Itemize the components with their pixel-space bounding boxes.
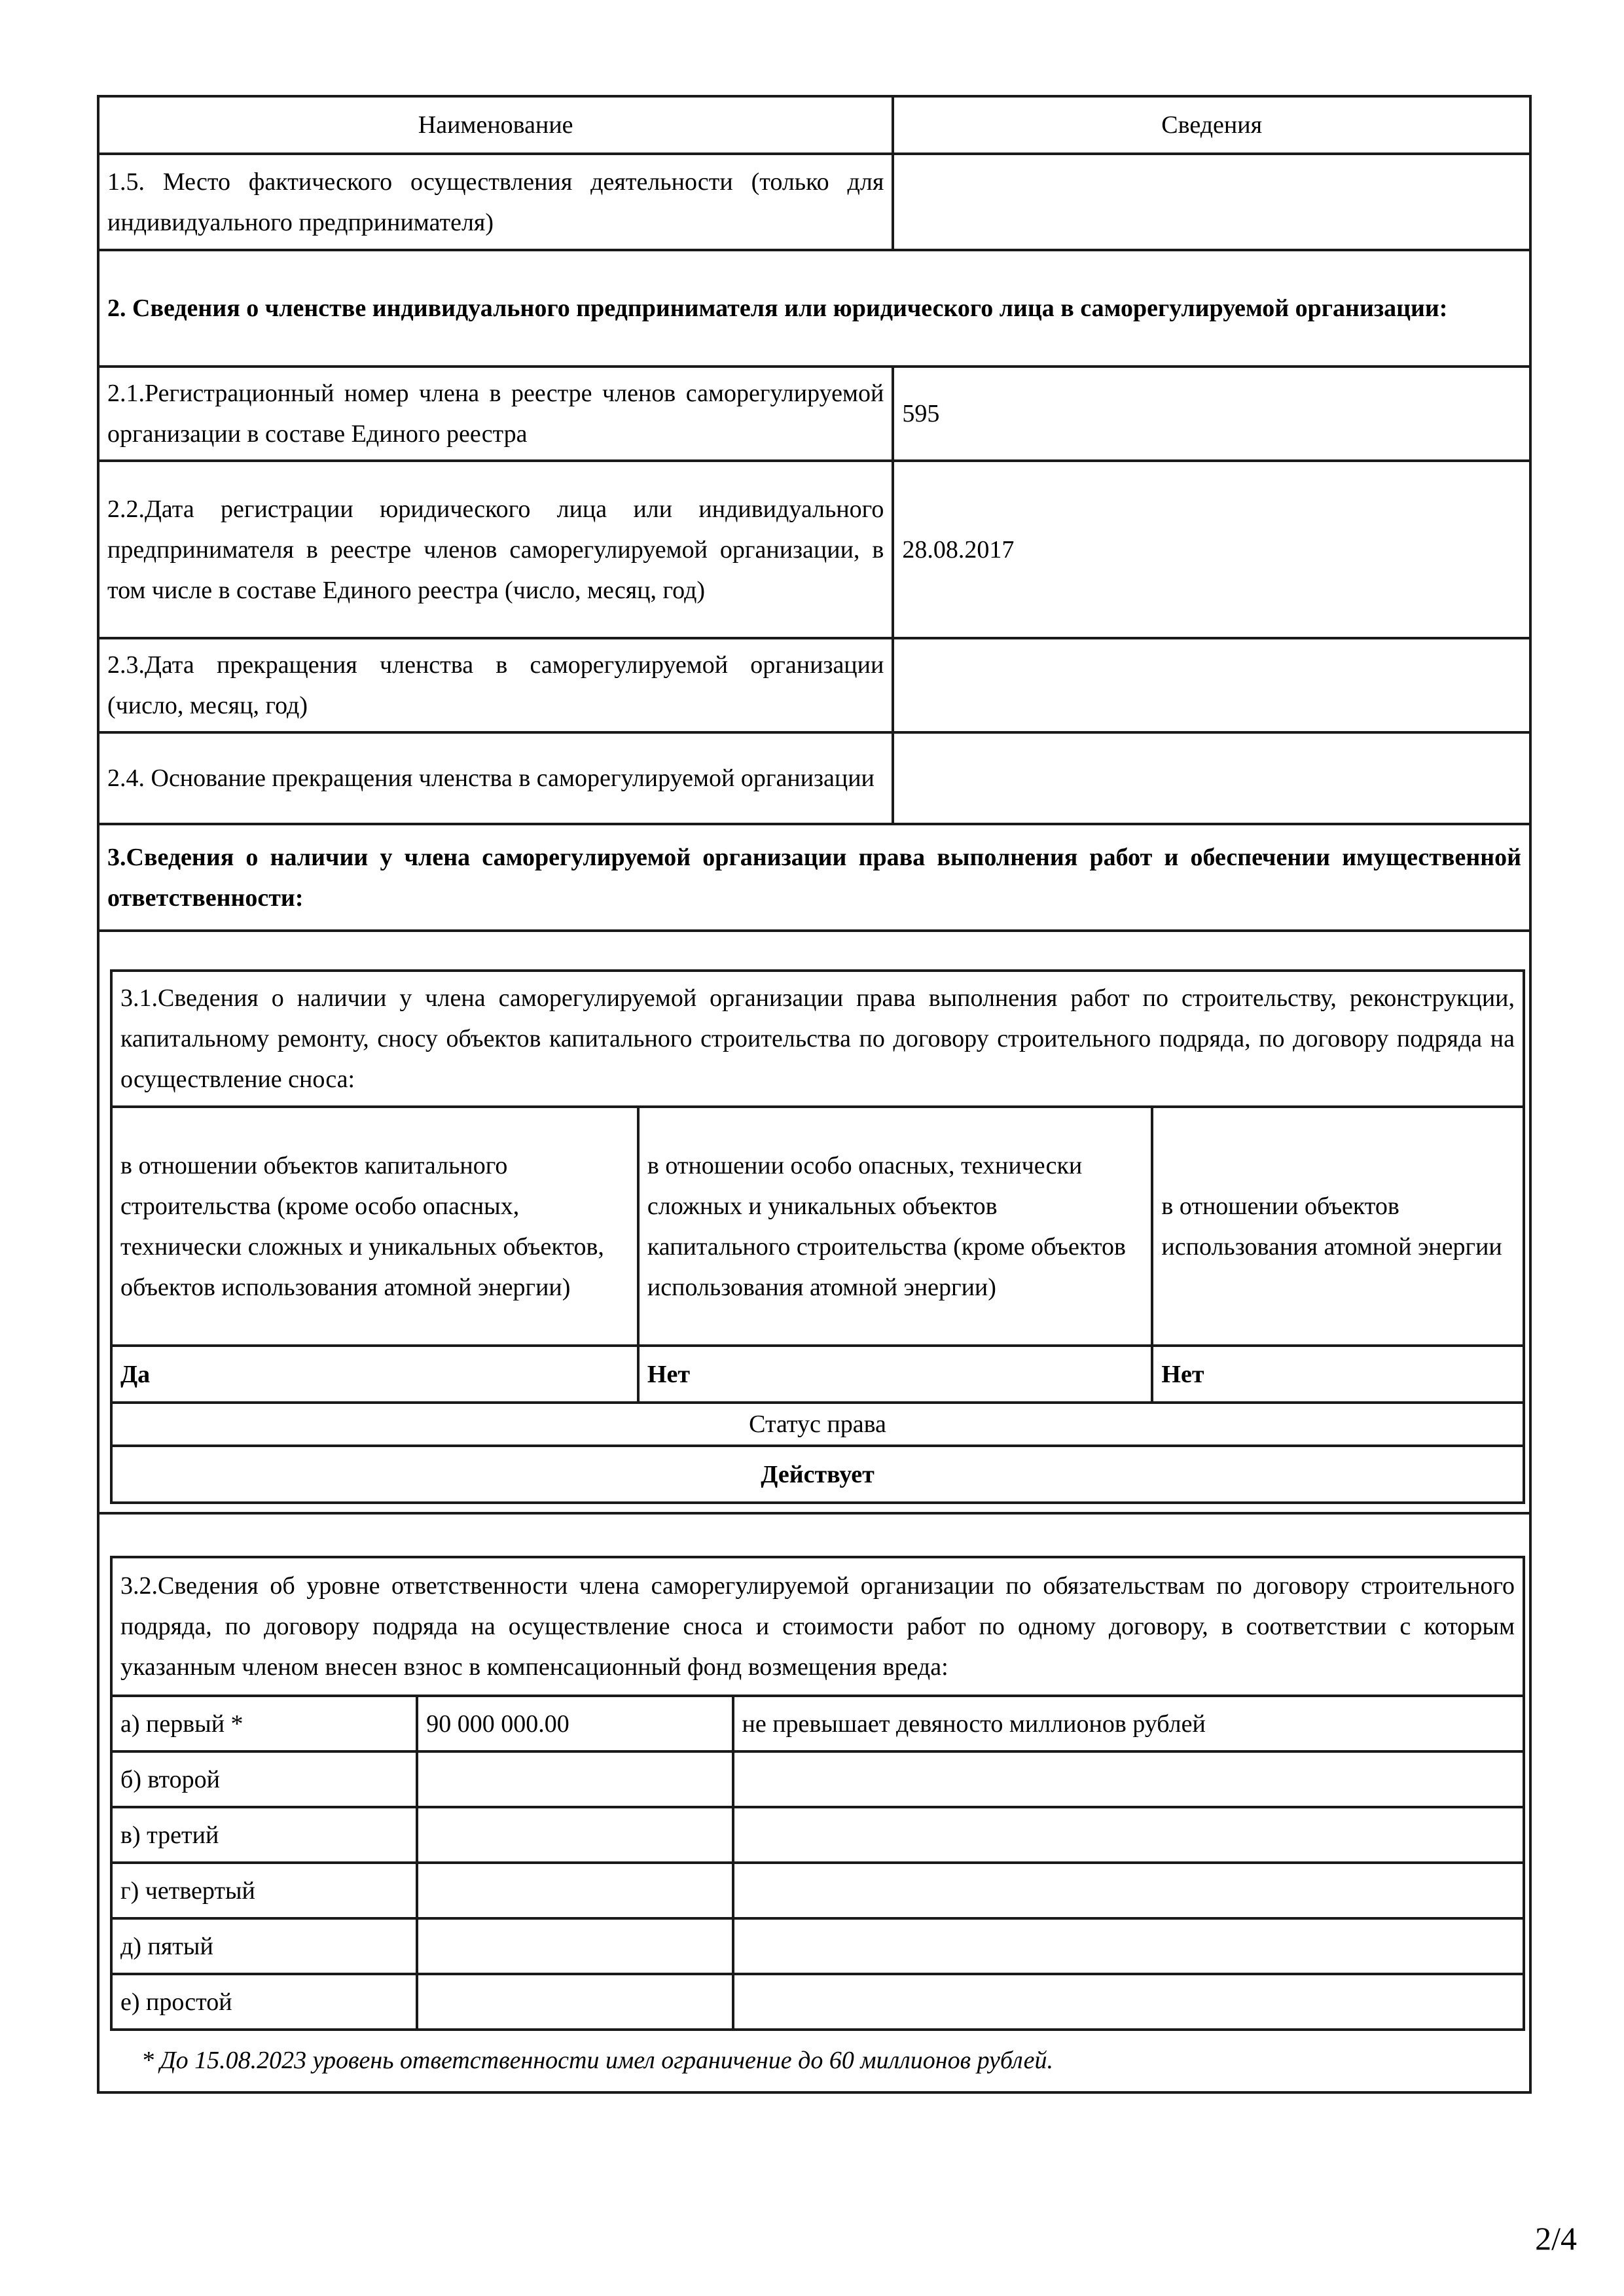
main-info-table [97, 95, 1532, 932]
column-header-name: Наименование [98, 96, 893, 154]
subsection-3-2-title: 3.2.Сведения об уровне ответственности члена саморегулируемой организации по обязательствам по договору строительного подряда, по договору подряда на осуществление сноса и стоимости работ по одному договору, в соответствии с которым указанным членом внесен взнос в компенсационный фонд возмещения вреда: [111, 1557, 1524, 1696]
column-header-info: Сведения [893, 96, 1530, 154]
row-2-1-label: 2.1.Регистрационный номер члена в реестре членов саморегулируемой организации в составе Единого реестра [98, 367, 893, 461]
page-number: 2/4 [1535, 2220, 1577, 2257]
level-label: б) второй [111, 1751, 417, 1807]
level-label: е) простой [111, 1974, 417, 2030]
level-amount [417, 1751, 732, 1807]
section-2-title: 2. Сведения о членстве индивидуального предпринимателя или юридического лица в саморегулируемой организации: [98, 250, 1530, 367]
level-row-simple [111, 1974, 1524, 2030]
spacer [99, 932, 1529, 969]
rights-answer-capital: Да [111, 1346, 638, 1403]
table-row [98, 154, 1530, 250]
level-label: а) первый * [111, 1696, 417, 1751]
level-label: в) третий [111, 1807, 417, 1863]
status-value: Действует [111, 1446, 1524, 1503]
level-amount [417, 1918, 732, 1974]
rights-answers-row [111, 1346, 1524, 1403]
table-row [98, 367, 1530, 461]
rights-column-capital-objects: в отношении объектов капитального строительства (кроме особо опасных, технически сложных и уникальных объектов, объектов использования атомной энергии) [111, 1107, 638, 1346]
row-2-3-label: 2.3.Дата прекращения членства в саморегулируемой организации (число, месяц, год) [98, 638, 893, 732]
level-row-third [111, 1807, 1524, 1863]
level-amount [417, 1863, 732, 1918]
level-description [733, 1807, 1524, 1863]
rights-answer-nuclear: Нет [1152, 1346, 1524, 1403]
row-1-5-label: 1.5. Место фактического осуществления деятельности (только для индивидуального предпринимателя) [98, 154, 893, 250]
level-row-second [111, 1751, 1524, 1807]
row-2-2-value: 28.08.2017 [893, 461, 1530, 638]
level-description [733, 1751, 1524, 1807]
section-3-header-row [98, 824, 1530, 931]
divider-line [99, 1504, 1529, 1515]
status-value-row [111, 1446, 1524, 1503]
table-header-row [98, 96, 1530, 154]
level-amount [417, 1807, 732, 1863]
level-description [733, 1918, 1524, 1974]
row-2-4-label: 2.4. Основание прекращения членства в саморегулируемой организации [98, 732, 893, 824]
section-2-header-row [98, 250, 1530, 367]
status-label-row [111, 1403, 1524, 1446]
rights-answer-hazardous: Нет [638, 1346, 1153, 1403]
row-2-3-value [893, 638, 1530, 732]
subsection-3-1-title-row [111, 971, 1524, 1107]
row-2-4-value [893, 732, 1530, 824]
subsection-3-2-title-row [111, 1557, 1524, 1696]
section-3-content-frame [97, 932, 1532, 2094]
status-label: Статус права [111, 1403, 1524, 1446]
level-description [733, 1863, 1524, 1918]
row-2-1-value: 595 [893, 367, 1530, 461]
level-label: д) пятый [111, 1918, 417, 1974]
level-amount [417, 1974, 732, 2030]
spacer [99, 1515, 1529, 1556]
section-3-title: 3.Сведения о наличии у члена саморегулируемой организации права выполнения работ и обеспечении имущественной ответственности: [98, 824, 1530, 931]
level-label: г) четвертый [111, 1863, 417, 1918]
footnote: * До 15.08.2023 уровень ответственности имел ограничение до 60 миллионов рублей. [141, 2047, 1053, 2074]
level-row-first [111, 1696, 1524, 1751]
table-row [98, 638, 1530, 732]
table-row [98, 732, 1530, 824]
responsibility-levels-table [110, 1556, 1525, 2031]
level-description [733, 1974, 1524, 2030]
rights-column-hazardous-objects: в отношении особо опасных, технически сложных и уникальных объектов капитального строительства (кроме объектов использования атомной энергии) [638, 1107, 1153, 1346]
level-description: не превышает девяносто миллионов рублей [733, 1696, 1524, 1751]
rights-column-headers-row [111, 1107, 1524, 1346]
level-row-fifth [111, 1918, 1524, 1974]
row-2-2-label: 2.2.Дата регистрации юридического лица или индивидуального предпринимателя в реестре членов саморегулируемой организации, в том числе в составе Единого реестра (число, месяц, год) [98, 461, 893, 638]
row-1-5-value [893, 154, 1530, 250]
level-amount: 90 000 000.00 [417, 1696, 732, 1751]
level-row-fourth [111, 1863, 1524, 1918]
subsection-3-1-title: 3.1.Сведения о наличии у члена саморегулируемой организации права выполнения работ по строительству, реконструкции, капитальному ремонту, сносу объектов капитального строительства по договору строительного подряда, по договору подряда на осуществление сноса: [111, 971, 1524, 1107]
rights-column-nuclear-objects: в отношении объектов использования атомной энергии [1152, 1107, 1524, 1346]
table-row [98, 461, 1530, 638]
work-rights-table [110, 969, 1525, 1504]
